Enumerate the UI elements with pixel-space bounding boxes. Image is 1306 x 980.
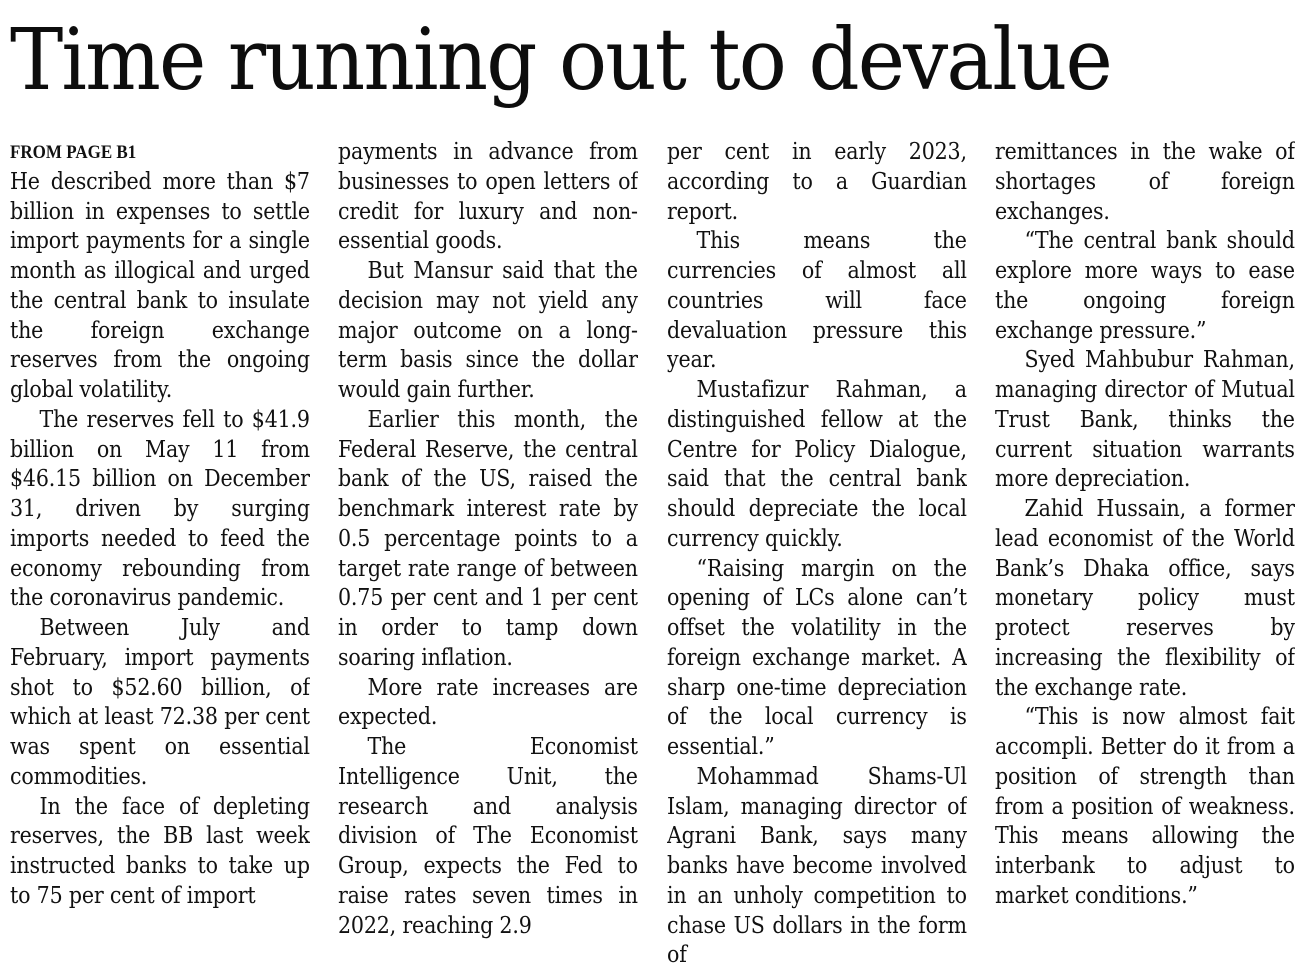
paragraph: remittances in the wake of shortages of foreign exchanges.: [995, 139, 1295, 225]
article-column-4: [995, 138, 1295, 974]
paragraph: Mohammad Shams-Ul Islam, managing director of Agrani Bank, says many banks have become involved in an unholy competition to chase US dollars in the form of: [667, 763, 967, 969]
paragraph: Zahid Hussain, a former lead economist of the World Bank’s Dhaka office, says monetary policy must protect reserves by increasing the flexibility of the exchange rate.: [995, 496, 1295, 701]
paragraph: payments in advance from businesses to open letters of credit for luxury and non-essential goods.: [338, 139, 638, 255]
paragraph: “Raising margin on the opening of LCs alone can’t offset the volatility in the foreign exchange market. A sharp one-time depreciation of the local currency is essential.”: [667, 555, 967, 760]
article-column-2: [338, 138, 638, 974]
paragraph: Mustafizur Rahman, a distinguished fellow at the Centre for Policy Dialogue, said that the central bank should depreciate the local currency quickly.: [667, 377, 967, 552]
paragraph: per cent in early 2023, according to a Guardian report.: [667, 139, 967, 225]
paragraph: “This is now almost fait accompli. Better do it from a position of strength than from a position of weakness. This means allowing the interbank to adjust to market conditions.”: [995, 704, 1295, 909]
paragraph: In the face of depleting reserves, the BB last week instructed banks to take up to 75 per cent of import: [10, 793, 310, 909]
paragraph: He described more than $7 billion in expenses to settle import payments for a single month as illogical and urged the central bank to insulate the foreign exchange reserves from the ongoing global volatility.: [10, 168, 310, 403]
article-body: [10, 138, 1296, 974]
article-column-3: [667, 138, 967, 974]
paragraph: Earlier this month, the Federal Reserve, the central bank of the US, raised the benchmark interest rate by 0.5 percentage points to a target rate range of between 0.75 per cent and 1 per cent in order to tamp down soaring inflation.: [338, 406, 638, 671]
paragraph: The Economist Intelligence Unit, the research and analysis division of The Economist Group, expects the Fed to raise rates seven times in 2022, reaching 2.9: [338, 734, 638, 939]
paragraph: This means the currencies of almost all countries will face devaluation pressure this year.: [667, 228, 967, 374]
article-column-1: [10, 138, 310, 974]
headline: Time running out to devalue: [10, 11, 1111, 110]
paragraph: More rate increases are expected.: [338, 674, 638, 731]
paragraph: Between July and February, import payments shot to $52.60 billion, of which at least 72.38 per cent was spent on essential commodities.: [10, 615, 310, 790]
paragraph: “The central bank should explore more ways to ease the ongoing foreign exchange pressure.”: [995, 228, 1295, 344]
paragraph: Syed Mahbubur Rahman, managing director of Mutual Trust Bank, thinks the current situation warrants more depreciation.: [995, 347, 1295, 493]
paragraph: The reserves fell to $41.9 billion on May 11 from $46.15 billion on December 31, driven by surging imports needed to feed the economy rebounding from the coronavirus pandemic.: [10, 406, 310, 612]
continued-from-kicker: FROM PAGE B1: [10, 142, 137, 163]
paragraph: But Mansur said that the decision may not yield any major outcome on a long-term basis since the dollar would gain further.: [338, 258, 638, 403]
